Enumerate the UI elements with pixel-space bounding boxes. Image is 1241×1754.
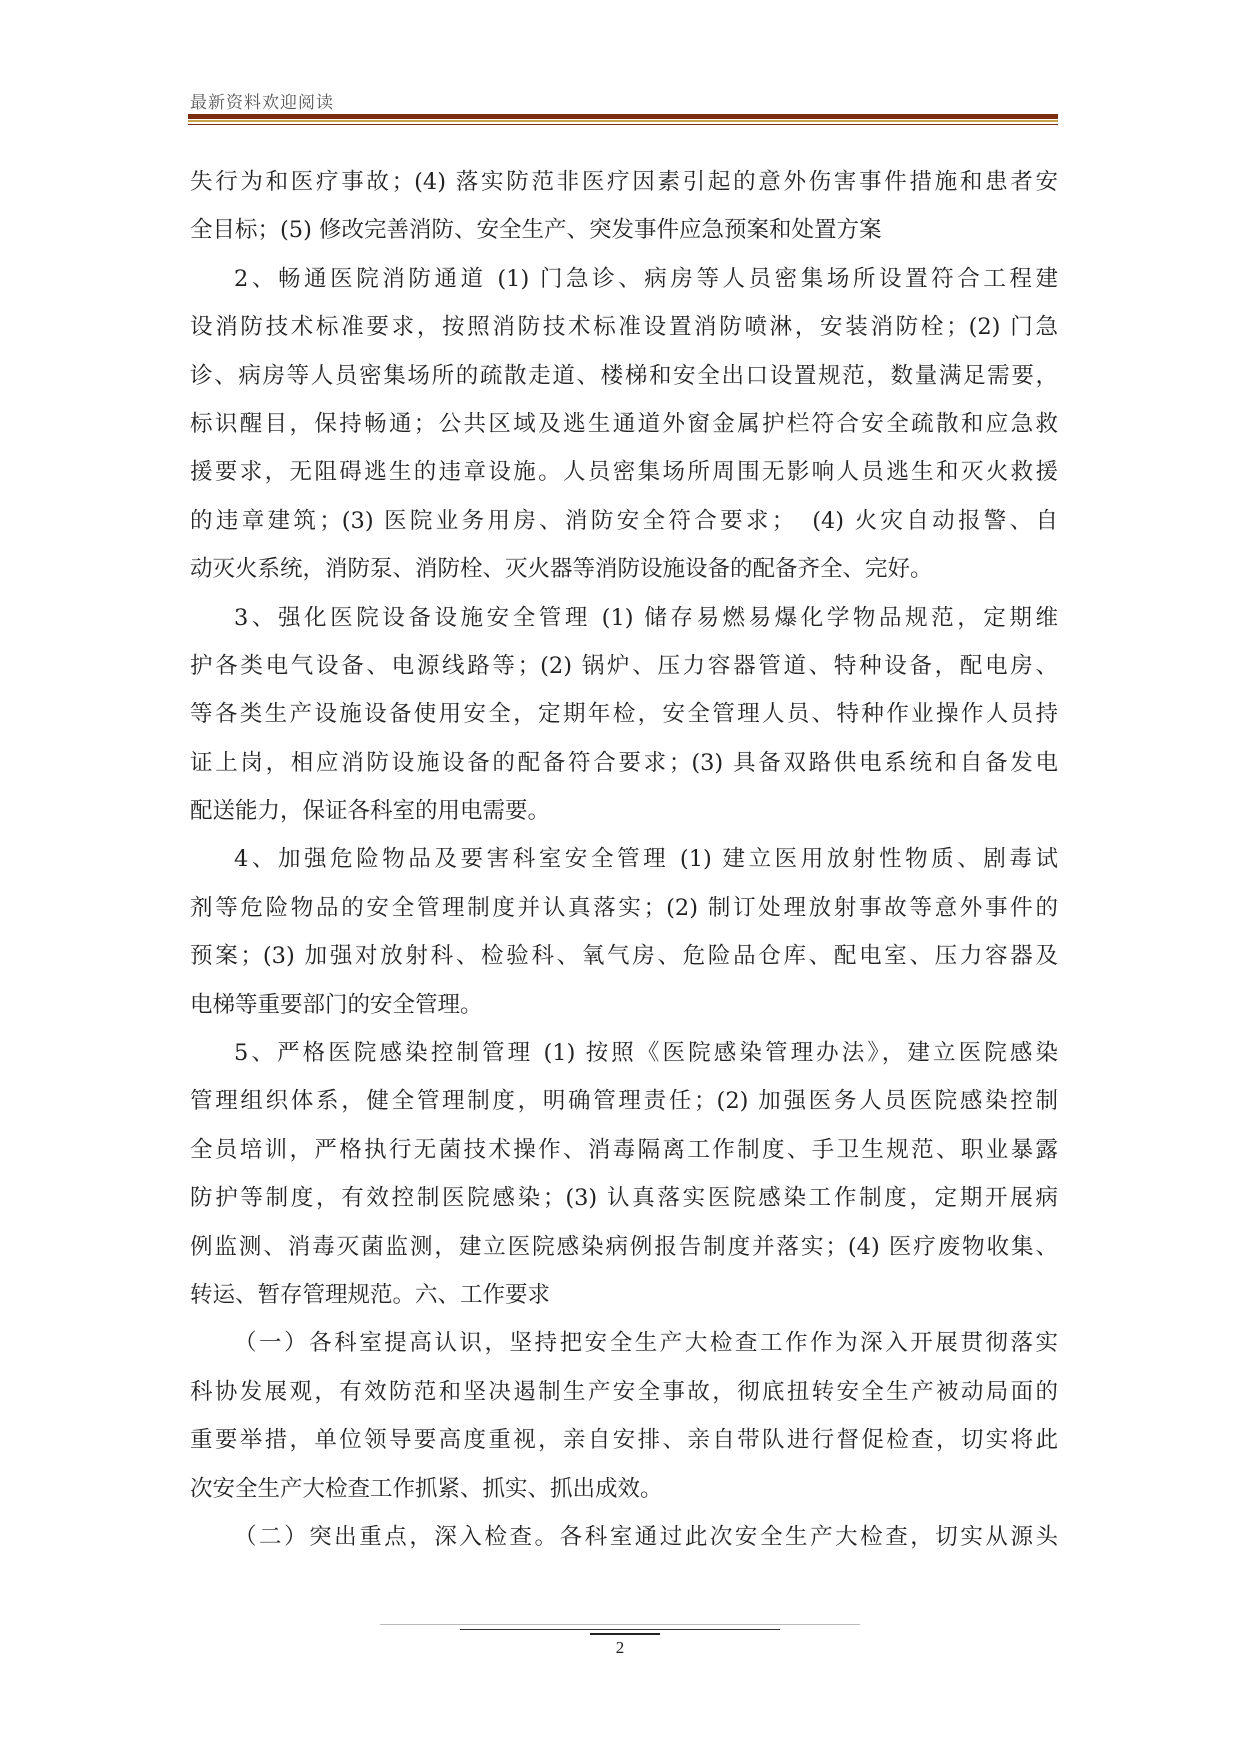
text-line: 设消防技术标准要求，按照消防技术标准设置消防喷淋，安装消防栓；(2) 门急 xyxy=(190,314,1058,341)
header-rule-thin xyxy=(188,124,1058,125)
document-body xyxy=(190,158,1058,1561)
text-line: 护各类电气设备、电源线路等；(2) 锅炉、压力容器管道、特种设备，配电房、 xyxy=(190,652,1058,679)
text-line: 科协发展观，有效防范和坚决遏制生产安全事故，彻底扭转安全生产被动局面的 xyxy=(190,1378,1058,1405)
text-line: 全目标；(5) 修改完善消防、安全生产、突发事件应急预案和处置方案 xyxy=(190,217,882,244)
paragraph-first-line: （二）突出重点，深入检查。各科室通过此次安全生产大检查，切实从源头 xyxy=(234,1523,1058,1550)
text-line: 全员培训，严格执行无菌技术操作、消毒隔离工作制度、手卫生规范、职业暴露 xyxy=(190,1136,1058,1163)
text-line: 失行为和医疗事故；(4) 落实防范非医疗因素引起的意外伤害事件措施和患者安 xyxy=(190,169,1058,195)
text-line: 重要举措，单位领导要高度重视，亲自安排、亲自带队进行督促检查，切实将此 xyxy=(190,1427,1058,1454)
text-line: 例监测、消毒灭菌监测，建立医院感染病例报告制度并落实；(4) 医疗废物收集、 xyxy=(190,1233,1058,1260)
paragraph-first-line: 5、严格医院感染控制管理 (1) 按照《医院感染管理办法》，建立医院感染 xyxy=(234,1040,1058,1067)
running-header: 最新资料欢迎阅读 xyxy=(190,93,334,113)
header-rule-thick xyxy=(188,114,1058,119)
text-line: 转运、暂存管理规范。六、工作要求 xyxy=(190,1281,551,1308)
text-line: 电梯等重要部门的安全管理。 xyxy=(190,991,483,1018)
text-line: 剂等危险物品的安全管理制度并认真落实；(2) 制订处理放射事故等意外事件的 xyxy=(190,894,1058,921)
paragraph-first-line: 2、畅通医院消防通道 (1) 门急诊、病房等人员密集场所设置符合工程建 xyxy=(234,265,1058,292)
text-line: 诊、病房等人员密集场所的疏散走道、楼梯和安全出口设置规范，数量满足需要， xyxy=(190,362,1058,389)
text-line: 证上岗，相应消防设施设备的配备符合要求；(3) 具备双路供电系统和自备发电 xyxy=(190,749,1058,776)
text-line: 标识醒目，保持畅通；公共区域及逃生通道外窗金属护栏符合安全疏散和应急救 xyxy=(190,410,1058,437)
paragraph-first-line: （一）各科室提高认识，坚持把安全生产大检查工作作为深入开展贯彻落实 xyxy=(234,1330,1058,1357)
text-line: 的违章建筑；(3) 医院业务用房、消防安全符合要求； (4) 火灾自动报警、自 xyxy=(190,507,1058,534)
text-line: 援要求，无阻碍逃生的违章设施。人员密集场所周围无影响人员逃生和灭火救援 xyxy=(190,459,1058,486)
text-line: 动灭火系统，消防泵、消防栓、灭火器等消防设施设备的配备齐全、完好。 xyxy=(190,556,933,583)
paragraph-first-line: 3、强化医院设备设施安全管理 (1) 储存易燃易爆化学物品规范，定期维 xyxy=(234,604,1058,631)
header-rule-gold xyxy=(188,120,1058,122)
paragraph-first-line: 4、加强危险物品及要害科室安全管理 (1) 建立医用放射性物质、剧毒试 xyxy=(234,846,1058,873)
text-line: 预案；(3) 加强对放射科、检验科、氧气房、危险品仓库、配电室、压力容器及 xyxy=(190,943,1058,970)
footer-rule xyxy=(460,1629,780,1630)
text-line: 配送能力，保证各科室的用电需要。 xyxy=(190,798,551,825)
text-line: 次安全生产大检查工作抓紧、抓实、抓出成效。 xyxy=(190,1475,663,1502)
text-line: 等各类生产设施设备使用安全，定期年检，安全管理人员、特种作业操作人员持 xyxy=(190,701,1058,728)
text-line: 防护等制度，有效控制医院感染；(3) 认真落实医院感染工作制度，定期开展病 xyxy=(190,1185,1058,1212)
footer-rule xyxy=(380,1624,860,1625)
page-number: 2 xyxy=(615,1638,625,1657)
footer-rule xyxy=(590,1633,660,1635)
text-line: 管理组织体系，健全管理制度，明确管理责任；(2) 加强医务人员医院感染控制 xyxy=(190,1088,1058,1115)
